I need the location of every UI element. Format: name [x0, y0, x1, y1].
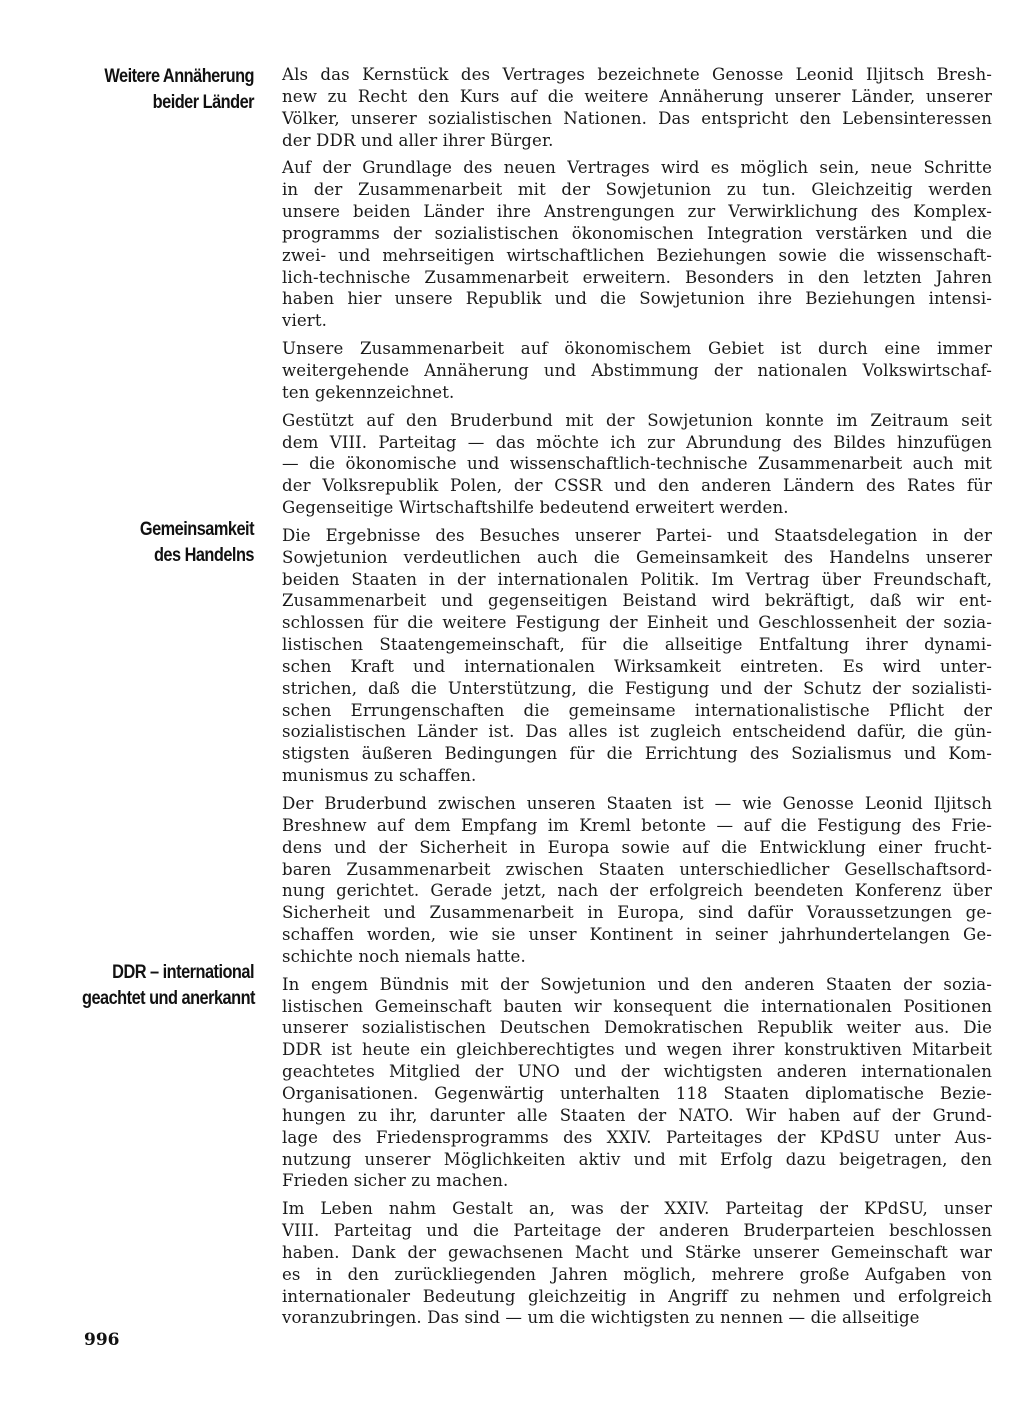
- page-number: 996: [84, 1330, 120, 1350]
- margin-heading-2-line-1: Gemeinsamkeit: [139, 519, 254, 540]
- text-line: Zusammenarbeit und gegenseitigen Beistand wird bekräftigt, daß wir ent-: [282, 591, 992, 611]
- text-line: Auf der Grundlage des neuen Vertrages wird es möglich sein, neue Schritte: [282, 158, 992, 178]
- text-line: haben hier unsere Republik und die Sowjetunion ihre Beziehungen intensi-: [282, 289, 992, 309]
- text-line: ten gekennzeichnet.: [282, 382, 455, 402]
- margin-heading-1-line-1: Weitere Annäherung: [104, 66, 254, 87]
- text-line: Sicherheit und Zusammenarbeit in Europa, sind dafür Voraussetzungen ge-: [282, 903, 992, 923]
- text-line: Gestützt auf den Bruderbund mit der Sowjetunion konnte im Zeitraum seit: [282, 410, 992, 430]
- text-line: baren Zusammenarbeit zwischen Staaten unterschiedlicher Gesellschaftsord-: [282, 859, 992, 879]
- margin-heading-2: [82, 517, 254, 569]
- margin-heading-3-line-2: geachtet und anerkannt: [82, 988, 255, 1009]
- text-line: dens und der Sicherheit in Europa sowie auf die Entwicklung einer frucht-: [282, 837, 992, 857]
- text-line: geachtetes Mitglied der UNO und der wichtigsten anderen internationalen: [282, 1062, 992, 1082]
- text-line: unsere beiden Länder ihre Anstrengungen zur Verwirklichung des Komplex-: [282, 202, 992, 222]
- margin-heading-1: [82, 64, 254, 116]
- text-line: schen Kraft und internationalen Wirksamkeit eintreten. Es wird unter-: [282, 656, 992, 676]
- text-line: viert.: [282, 311, 327, 331]
- text-line: In engem Bündnis mit der Sowjetunion und den anderen Staaten der sozia-: [282, 974, 992, 994]
- text-line: haben. Dank der gewachsenen Macht und Stärke unserer Gemeinschaft war: [282, 1242, 992, 1262]
- text-line: listischen Staatengemeinschaft, für die allseitige Entfaltung ihrer dynami-: [282, 635, 992, 655]
- margin-heading-3: [82, 960, 254, 1012]
- text-line: sozialistischen Länder ist. Das alles ist zugleich entscheidend dafür, die gün-: [282, 722, 992, 742]
- text-line: unserer sozialistischen Deutschen Demokratischen Republik weiter aus. Die: [282, 1018, 992, 1038]
- text-line: schlossen für die weitere Festigung der Einheit und Geschlossenheit der sozia-: [282, 613, 992, 633]
- text-line: beiden Staaten in der internationalen Politik. Im Vertrag über Freundschaft,: [282, 569, 992, 589]
- paragraph: [282, 793, 992, 968]
- text-line: internationaler Bedeutung gleichzeitig in Angriff zu nehmen und erfolgreich: [282, 1286, 992, 1306]
- paragraph: [282, 157, 992, 332]
- text-line: der Volksrepublik Polen, der CSSR und den anderen Ländern des Rates für: [282, 476, 992, 496]
- text-line: Die Ergebnisse des Besuches unserer Partei- und Staatsdelegation in der: [282, 525, 992, 545]
- text-line: Völker, unserer sozialistischen Nationen. Das entspricht den Lebensinteressen: [282, 108, 992, 128]
- text-line: zwei- und mehrseitigen wirtschaftlichen Beziehungen sowie die wissenschaft-: [282, 245, 992, 265]
- text-line: Als das Kernstück des Vertrages bezeichnete Genosse Leonid Iljitsch Bresh-: [282, 65, 992, 84]
- paragraph: [282, 525, 992, 787]
- text-line: Unsere Zusammenarbeit auf ökonomischem Gebiet ist durch eine immer: [282, 339, 992, 359]
- text-line: lage des Friedensprogramms des XXIV. Parteitages der KPdSU unter Aus-: [282, 1127, 992, 1147]
- text-line: weitergehende Annäherung und Abstimmung der nationalen Volkswirtschaf-: [282, 360, 992, 380]
- text-line: strichen, daß die Unterstützung, die Festigung und der Schutz der sozialisti-: [282, 678, 992, 698]
- text-line: dem VIII. Parteitag — das möchte ich zur Abrundung des Bildes hinzufügen: [282, 432, 992, 452]
- text-line: es in den zurückliegenden Jahren möglich, mehrere große Aufgaben von: [282, 1264, 992, 1284]
- body-text: [282, 64, 992, 1335]
- text-line: Frieden sicher zu machen.: [282, 1171, 509, 1191]
- text-line: Gegenseitige Wirtschaftshilfe bedeutend erweitert werden.: [282, 498, 789, 518]
- text-line: listischen Gemeinschaft bauten wir konsequent die internationalen Positionen: [282, 996, 992, 1016]
- text-line: nung gerichtet. Gerade jetzt, nach der erfolgreich beendeten Konferenz über: [282, 881, 992, 901]
- text-line: DDR ist heute ein gleichberechtigtes und wegen ihrer konstruktiven Mitarbeit: [282, 1040, 992, 1060]
- paragraph: [282, 410, 992, 519]
- text-line: schichte noch niemals hatte.: [282, 946, 526, 966]
- text-line: voranzubringen. Das sind — um die wichtigsten zu nennen — die allseitige: [282, 1308, 920, 1328]
- text-line: Der Bruderbund zwischen unseren Staaten ist — wie Genosse Leonid Iljitsch: [282, 794, 992, 813]
- text-line: Organisationen. Gegenwärtig unterhalten 118 Staaten diplomatische Bezie-: [282, 1083, 992, 1103]
- margin-heading-1-line-2: beider Länder: [152, 92, 254, 113]
- text-line: new zu Recht den Kurs auf die weitere Annäherung unserer Länder, unserer: [282, 86, 992, 106]
- paragraph: [282, 64, 992, 151]
- text-line: schaffen worden, wie sie unser Kontinent in seiner jahrhundertelangen Ge-: [282, 925, 992, 945]
- margin-heading-2-line-2: des Handelns: [153, 545, 254, 566]
- text-line: Sowjetunion verdeutlichen auch die Gemeinsamkeit des Handelns unserer: [282, 547, 992, 567]
- paragraph: [282, 1198, 992, 1329]
- paragraph: [282, 974, 992, 1192]
- text-line: — die ökonomische und wissenschaftlich-technische Zusammenarbeit auch mit: [282, 454, 992, 474]
- text-line: munismus zu schaffen.: [282, 766, 477, 786]
- margin-heading-3-line-1: DDR – international: [112, 962, 254, 983]
- text-line: Breshnew auf dem Empfang im Kreml betonte — auf die Festigung des Frie-: [282, 815, 992, 835]
- text-line: hungen zu ihr, darunter alle Staaten der NATO. Wir haben auf der Grund-: [282, 1105, 992, 1125]
- text-line: stigsten äußeren Bedingungen für die Errichtung des Sozialismus und Kom-: [282, 744, 992, 764]
- text-line: lich-technische Zusammenarbeit erweitern. Besonders in den letzten Jahren: [282, 267, 992, 287]
- text-line: schen Errungenschaften die gemeinsame internationalistische Pflicht der: [282, 700, 992, 720]
- text-line: in der Zusammenarbeit mit der Sowjetunion zu tun. Gleichzeitig werden: [282, 180, 992, 200]
- text-line: Im Leben nahm Gestalt an, was der XXIV. Parteitag der KPdSU, unser: [282, 1199, 992, 1219]
- text-line: der DDR und aller ihrer Bürger.: [282, 130, 554, 150]
- text-line: nutzung unserer Möglichkeiten aktiv und mit Erfolg dazu beigetragen, den: [282, 1149, 992, 1169]
- text-line: programms der sozialistischen ökonomischen Integration verstärken und die: [282, 223, 992, 243]
- text-line: VIII. Parteitag und die Parteitage der anderen Bruderparteien beschlossen: [282, 1221, 992, 1241]
- paragraph: [282, 338, 992, 404]
